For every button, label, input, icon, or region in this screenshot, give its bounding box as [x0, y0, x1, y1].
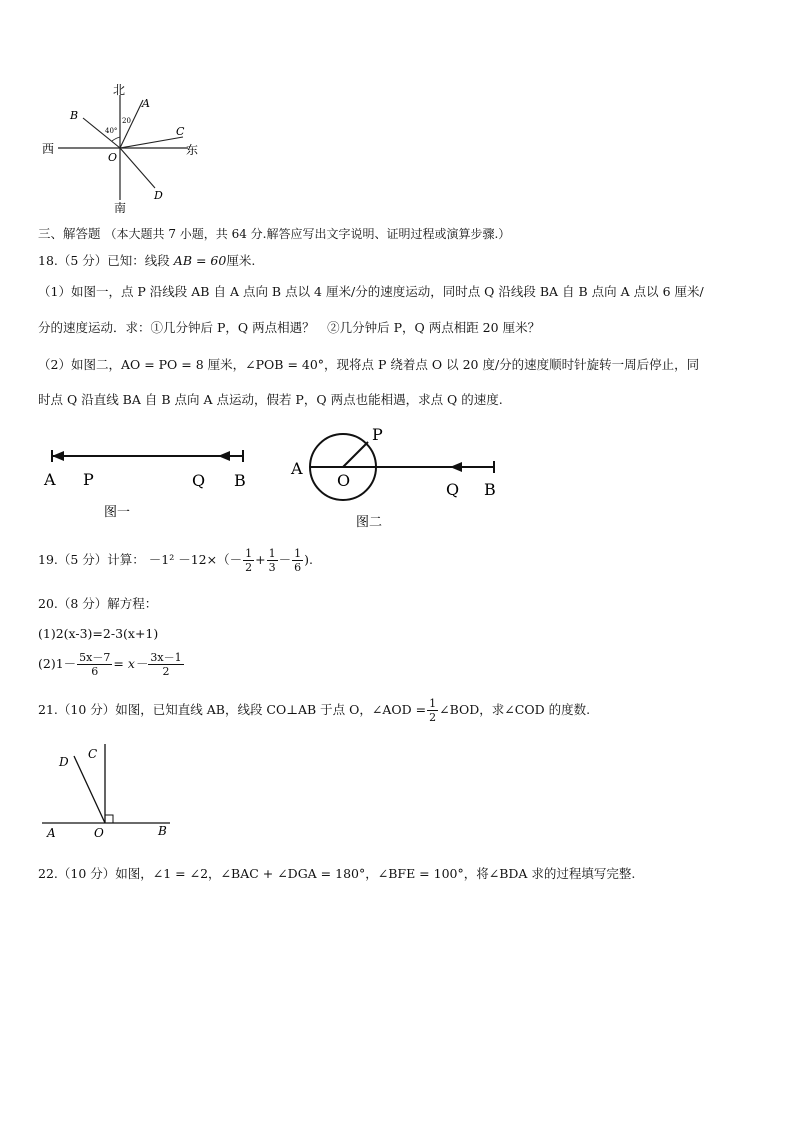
fig2-caption: 图二: [356, 515, 383, 530]
q21: 21.（10 分）如图，已知直线 AB，线段 CO⊥AB 于点 O，∠AOD = $\frac{1}{2}$ ∠BOD，求∠COD 的度数.: [38, 697, 591, 724]
point-B: B: [70, 109, 79, 122]
fig2-O: O: [337, 471, 351, 490]
q20-eq1: (1)2(x-3)=2-3(x+1): [38, 626, 159, 641]
q22: 22.（10 分）如图，∠1 = ∠2，∠BAC + ∠DGA = 180°，∠BFE = 100°，将∠BDA 求的过程填写完整.: [38, 866, 636, 881]
fig2-Q: Q: [446, 480, 460, 499]
fig2-B: B: [484, 480, 496, 499]
q19: 19.（5 分）计算： －1² －12×（－ $\frac{1}{2}$ + $\frac{1}{3}$ － $\frac{1}{6}$ ).: [38, 547, 313, 574]
fig2-P: P: [372, 425, 383, 444]
right-angle-mark: [105, 815, 113, 823]
section-note: （本大题共 7 小题，共 64 分.解答应写出文字说明、证明过程或演算步骤.）: [104, 227, 511, 241]
compass-north: 北: [113, 83, 126, 97]
fraction-5x-7-over-6: $\frac{5x-7}{6}$: [79, 651, 111, 678]
angle-arc-40: [112, 137, 120, 141]
point-A: A: [142, 97, 150, 110]
section-heading: [38, 224, 510, 242]
fig-D: D: [59, 755, 69, 769]
q21-figure: [38, 738, 178, 843]
fig-O: O: [94, 826, 104, 840]
ray-OD: [74, 756, 105, 823]
fraction-1-3: $\frac{1}{3}$: [268, 547, 276, 574]
fig1-A: A: [44, 470, 56, 489]
fraction-3x-1-over-2: $\frac{3x-1}{2}$: [150, 651, 182, 678]
fraction-1-6: $\frac{1}{6}$: [294, 547, 302, 574]
fig1-P: P: [83, 470, 94, 489]
fig1-B: B: [234, 471, 246, 490]
q18-head: 18.（5 分）已知：线段 AB = 60厘米.: [38, 253, 256, 268]
angle-40-label: 40°: [105, 127, 118, 135]
fig1-Q: Q: [192, 471, 206, 490]
fig1-caption: 图一: [104, 505, 131, 520]
point-D: D: [154, 189, 163, 202]
q18-part2-line2: 时点 Q 沿直线 BA 自 B 点向 A 点运动，假若 P，Q 两点也能相遇，求点 Q 的速度.: [38, 392, 503, 407]
point-O: O: [108, 151, 118, 164]
fig-A: A: [47, 826, 56, 840]
fraction-1-2: $\frac{1}{2}$: [429, 697, 437, 724]
section-title: 三、解答题: [38, 226, 101, 241]
arrow-left-Q: [450, 462, 462, 472]
figure-2: [282, 420, 522, 532]
compass-west: 西: [42, 142, 55, 156]
q20-head: 20.（8 分）解方程：: [38, 596, 158, 611]
arrow-left-P: [52, 451, 64, 461]
fig2-A: A: [291, 459, 303, 478]
ray-OD: [120, 148, 155, 188]
q18-part2-line1: （2）如图二，AO = PO = 8 厘米，∠POB = 40°，现将点 P 绕着点 O 以 20 度/分的速度顺时针旋转一周后停止，同: [38, 357, 700, 372]
ray-OC: [120, 137, 183, 148]
q20-eq2: (2)1－ $\frac{5x-7}{6}$ = x－ $\frac{3x-1}{2}$: [38, 651, 182, 678]
fraction-1-2: $\frac{1}{2}$: [245, 547, 253, 574]
radius-OP: [343, 442, 368, 467]
angle-20-label: 20: [122, 117, 131, 125]
compass-figure: [38, 80, 208, 215]
q19-head: 19.（5 分）计算：: [38, 552, 145, 567]
figure-1: [38, 428, 270, 530]
compass-south: 南: [114, 201, 127, 215]
fig-C: C: [88, 747, 98, 761]
point-C: C: [176, 125, 185, 138]
compass-east: 东: [186, 143, 199, 157]
arrow-left-Q: [218, 451, 230, 461]
q18-part1-line1: （1）如图一，点 P 沿线段 AB 自 A 点向 B 点以 4 厘米/分的速度运动，同时点 Q 沿线段 BA 自 B 点向 A 点以 6 厘米/: [38, 284, 704, 299]
q18-part1-line2: 分的速度运动．求：①几分钟后 P，Q 两点相遇？ ②几分钟后 P，Q 两点相距 20 厘米？: [38, 320, 541, 335]
fig-B: B: [158, 824, 167, 838]
